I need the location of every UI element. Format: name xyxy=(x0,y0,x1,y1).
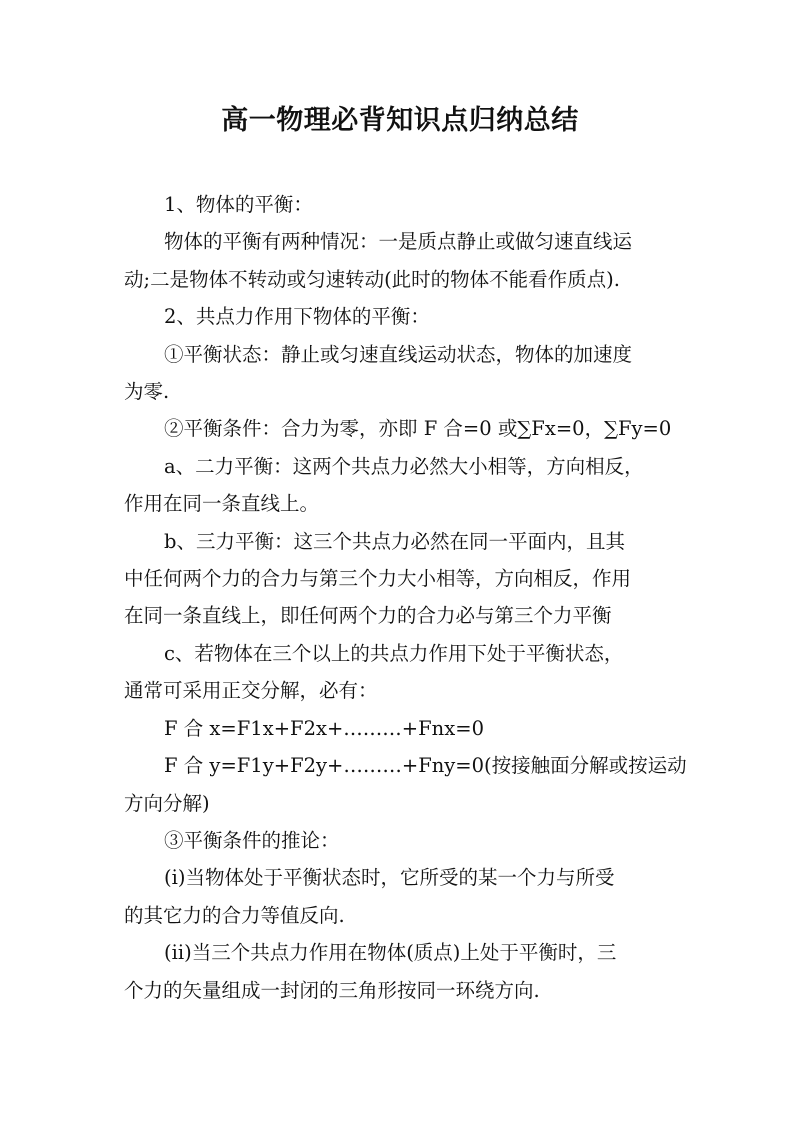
paragraph-line: 在同一条直线上，即任何两个力的合力必与第三个力平衡 xyxy=(124,604,612,628)
equation-line: F 合 y=F1y+F2y+………+Fny=0(按接触面分解或按运动 xyxy=(164,754,687,778)
section-heading: 1、物体的平衡： xyxy=(164,193,313,216)
document-body xyxy=(124,186,687,1009)
paragraph-line: ①平衡状态：静止或匀速直线运动状态，物体的加速度 xyxy=(164,342,633,366)
paragraph-line: b、三力平衡：这三个共点力必然在同一平面内，且其 xyxy=(164,529,625,553)
paragraph-line: 物体的平衡有两种情况：一是质点静止或做匀速直线运 xyxy=(164,230,633,254)
paragraph-line: ②平衡条件：合力为零，亦即 F 合=0 或∑Fx=0，∑Fy=0 xyxy=(164,417,672,441)
paragraph-line: 为零. xyxy=(124,380,170,404)
equation-line: F 合 x=F1x+F2x+………+Fnx=0 xyxy=(164,716,484,740)
paragraph-line: 通常可采用正交分解，必有： xyxy=(124,679,378,703)
paragraph-line: ③平衡条件的推论： xyxy=(164,828,340,852)
paragraph-line: 中任何两个力的合力与第三个力大小相等，方向相反，作用 xyxy=(124,567,632,591)
document-title: 高一物理必背知识点归纳总结 xyxy=(221,105,579,136)
paragraph-line: a、二力平衡：这两个共点力必然大小相等，方向相反， xyxy=(164,454,644,478)
paragraph-line: 个力的矢量组成一封闭的三角形按同一环绕方向. xyxy=(124,978,540,1002)
paragraph-line: c、若物体在三个以上的共点力作用下处于平衡状态， xyxy=(164,641,624,665)
paragraph-line: 作用在同一条直线上。 xyxy=(124,492,320,516)
paragraph-line: 动;二是物体不转动或匀速转动(此时的物体不能看作质点). xyxy=(124,267,620,291)
paragraph-line: 方向分解) xyxy=(124,791,210,815)
section-heading: 2、共点力作用下物体的平衡： xyxy=(164,305,430,329)
paragraph-line: 的其它力的合力等值反向. xyxy=(124,903,345,927)
paragraph-line: (ⅰ)当物体处于平衡状态时，它所受的某一个力与所受 xyxy=(164,866,615,890)
paragraph-line: (ⅱ)当三个共点力作用在物体(质点)上处于平衡时，三 xyxy=(164,941,617,965)
